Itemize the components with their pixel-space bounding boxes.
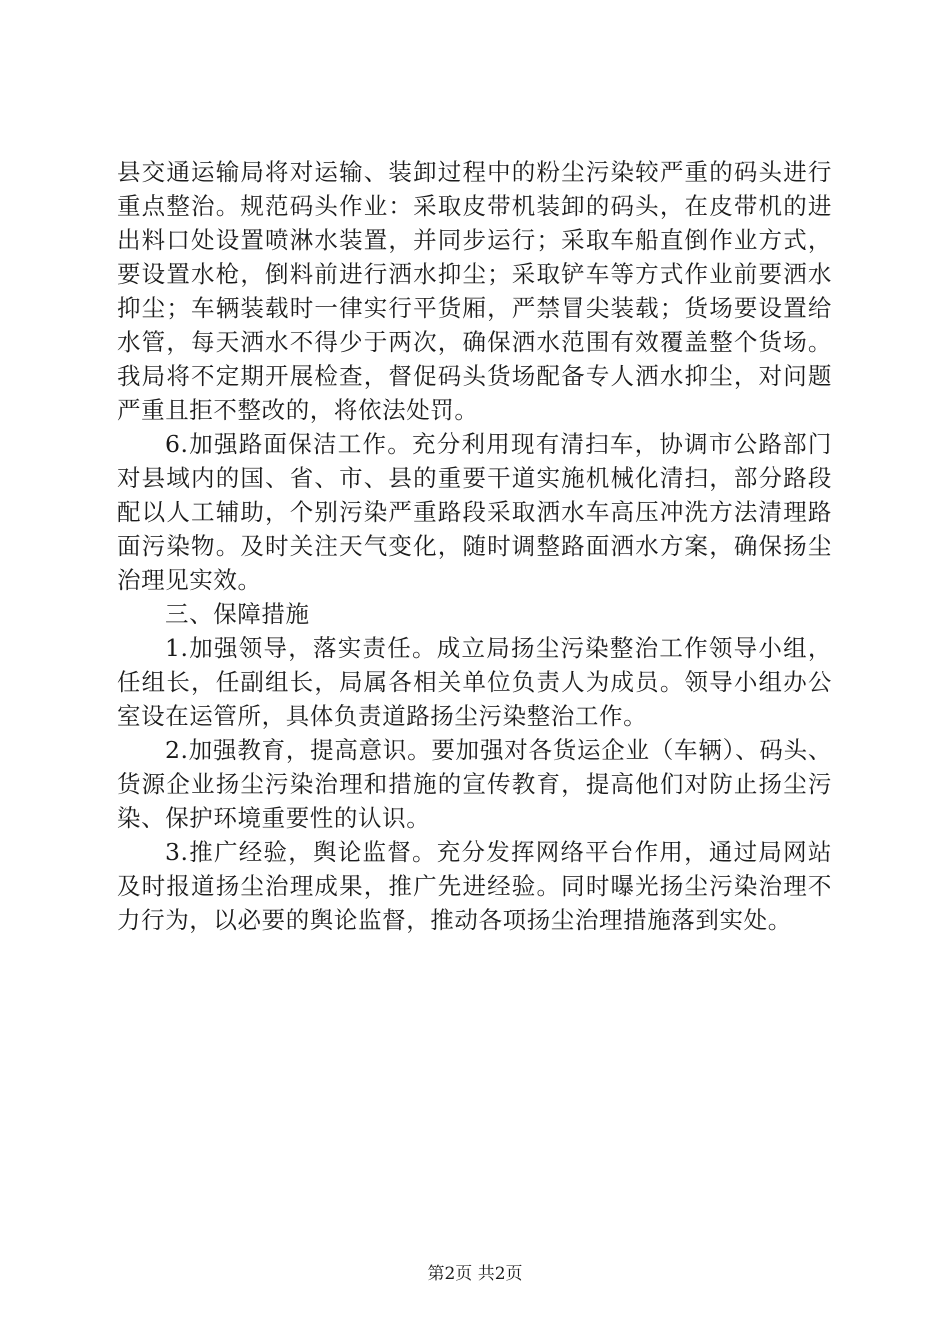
paragraph-education: 2.加强教育，提高意识。要加强对各货运企业（车辆）、码头、货源企业扬尘污染治理和措施的宣传教育，提高他们对防止扬尘污染、保护环境重要性的认识。: [117, 736, 832, 832]
section-heading-safeguards: 三、保障措施: [165, 600, 310, 628]
paragraph-leadership: 1.加强领导，落实责任。成立局扬尘污染整治工作领导小组，任组长，任副组长，局属各相关单位负责人为成员。领导小组办公室设在运管所，具体负责道路扬尘污染整治工作。: [117, 634, 832, 730]
page-footer: 第2页 共2页: [427, 1264, 523, 1284]
paragraph-public-supervision: 3.推广经验，舆论监督。充分发挥网络平台作用，通过局网站及时报道扬尘治理成果，推广先进经验。同时曝光扬尘污染治理不力行为，以必要的舆论监督，推动各项扬尘治理措施落到实处。: [117, 838, 832, 934]
paragraph-road-cleaning: 6.加强路面保洁工作。充分利用现有清扫车，协调市公路部门对县域内的国、省、市、县的重要干道实施机械化清扫，部分路段配以人工辅助，个别污染严重路段采取洒水车高压冲洗方法清理路面污染物。及时关注天气变化，随时调整路面洒水方案，确保扬尘治理见实效。: [117, 430, 832, 594]
document-body: [117, 155, 832, 937]
paragraph-dock-dust-control: 县交通运输局将对运输、装卸过程中的粉尘污染较严重的码头进行重点整治。规范码头作业：采取皮带机装卸的码头，在皮带机的进出料口处设置喷淋水装置，并同步运行；采取车船直倒作业方式，要设置水枪，倒料前进行洒水抑尘；采取铲车等方式作业前要洒水抑尘；车辆装载时一律实行平货厢，严禁冒尖装载；货场要设置给水管，每天洒水不得少于两次，确保洒水范围有效覆盖整个货场。我局将不定期开展检查，督促码头货场配备专人洒水抑尘，对问题严重且拒不整改的，将依法处罚。: [117, 158, 832, 424]
